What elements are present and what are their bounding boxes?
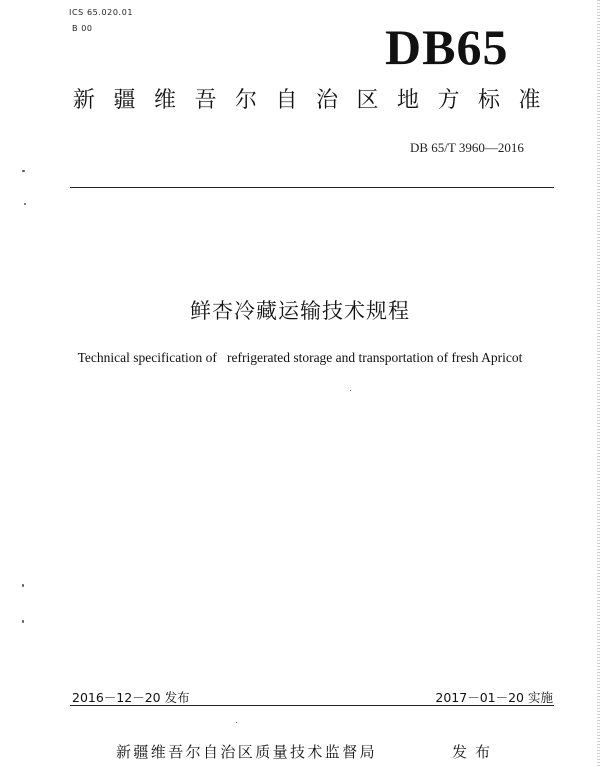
- ccs-code: B 00: [72, 24, 93, 33]
- scan-speck: [22, 170, 25, 172]
- issued-label: 发布: [452, 743, 499, 761]
- scan-speck: [24, 203, 26, 205]
- scan-speck: [236, 722, 237, 723]
- ics-code: ICS 65.020.01: [69, 8, 134, 17]
- publisher-title: 新疆维吾尔自治区地方标准: [73, 88, 560, 113]
- implementation-date: 2017－01－20 实施: [435, 690, 553, 705]
- standard-number: DB 65/T 3960—2016: [410, 140, 524, 155]
- document-title-chinese: 鲜杏冷藏运输技术规程: [190, 299, 410, 323]
- scan-speck: [350, 390, 351, 391]
- scan-speck: [22, 584, 24, 587]
- bottom-divider: [70, 705, 554, 706]
- scan-speck: [22, 620, 24, 623]
- document-title-english: Technical specification of refrigerated storage and transportation of fresh Apricot: [77, 350, 523, 365]
- standard-logo: DB65: [385, 19, 509, 75]
- issuing-authority: 新疆维吾尔自治区质量技术监督局: [116, 743, 378, 761]
- issue-date: 2016－12－20 发布: [72, 690, 190, 705]
- top-divider: [70, 187, 554, 188]
